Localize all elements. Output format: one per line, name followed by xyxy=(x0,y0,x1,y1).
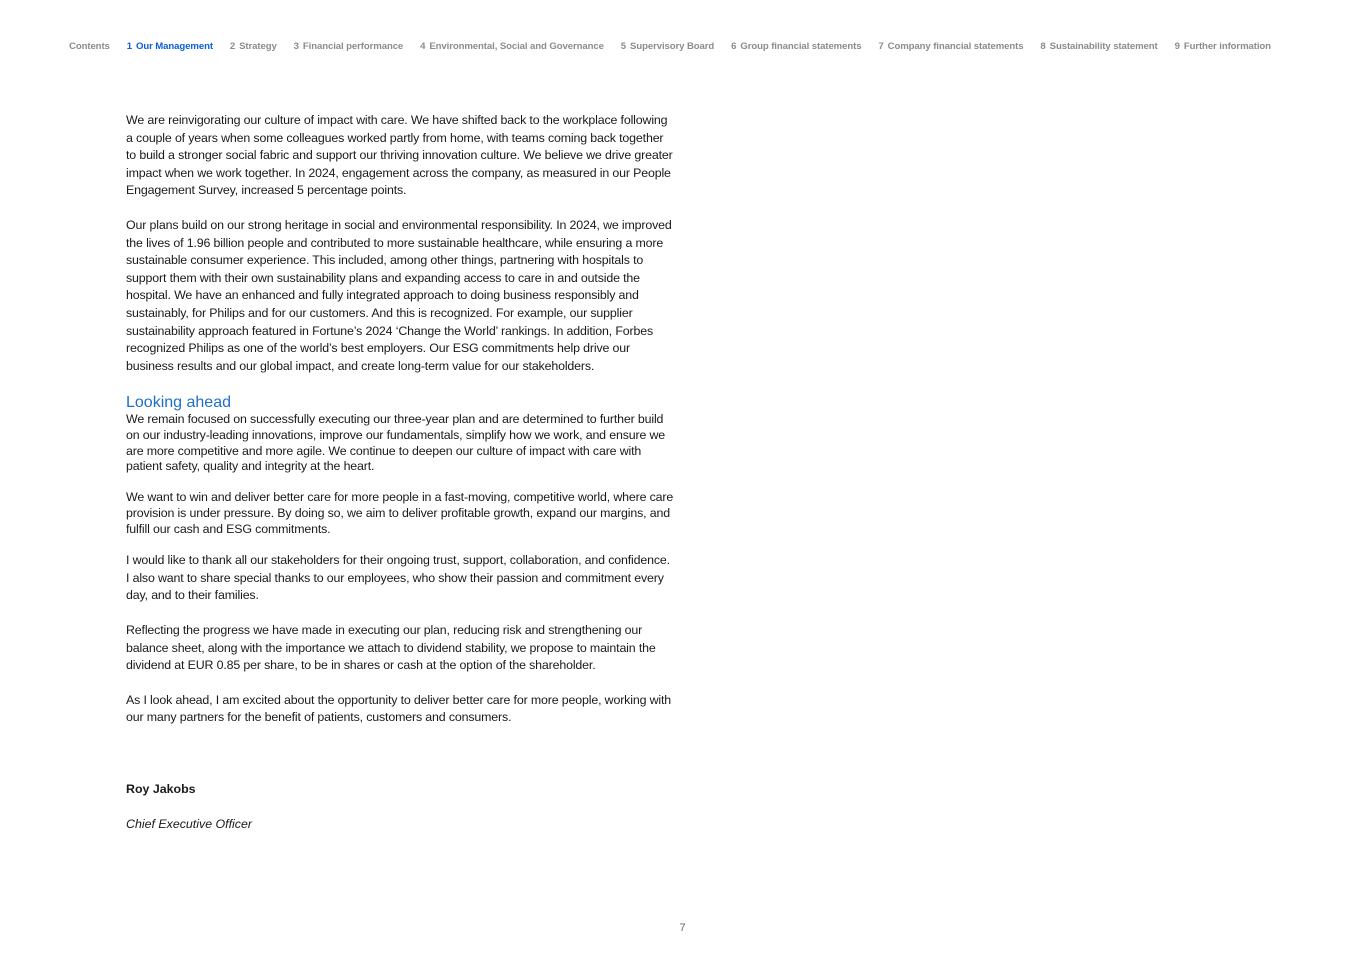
nav-supervisory-board[interactable] xyxy=(621,41,714,52)
nav-label: Strategy xyxy=(239,40,277,52)
nav-company-financial-statements[interactable] xyxy=(878,41,1023,52)
nav-number: 1 xyxy=(126,40,132,52)
nav-sustainability-statement[interactable] xyxy=(1040,41,1157,52)
nav-number: 6 xyxy=(731,40,737,52)
nav-esg[interactable] xyxy=(420,41,604,52)
paragraph-focus: We remain focused on successfully executing our three-year plan and are determined to further build on our industry-leading innovations, improve our fundamentals, simplify how we work, and ensure we are more competitive and more agile. We continue to deepen our culture of impact with care with patient safety, quality and integrity at the heart. xyxy=(126,412,666,474)
nav-number: 9 xyxy=(1174,40,1180,52)
nav-number: 8 xyxy=(1040,40,1046,52)
page-number: 7 xyxy=(679,922,686,934)
nav-number: 4 xyxy=(420,40,426,52)
nav-label: Our Management xyxy=(135,40,213,52)
paragraph-outlook: As I look ahead, I am excited about the opportunity to deliver better care for more people, working with our many partners for the benefit of patients, customers and consumers. xyxy=(126,692,672,725)
paragraph-culture: We are reinvigorating our culture of impact with care. We have shifted back to the workplace following a couple of years when some colleagues worked partly from home, with teams coming back together to build a stronger social fabric and support our thriving innovation culture. We believe we drive greater impact when we work together. In 2024, engagement across the company, as measured in our People Engagement Survey, increased 5 percentage points. xyxy=(126,113,673,198)
signature-title: Chief Executive Officer xyxy=(126,816,253,831)
nav-contents-label: Contents xyxy=(69,40,110,52)
top-navigation xyxy=(69,39,1271,53)
nav-number: 5 xyxy=(620,40,627,52)
nav-label: Financial performance xyxy=(302,40,404,52)
paragraph-heritage: Our plans build on our strong heritage in social and environmental responsibility. In 2024, we improved the lives of 1.96 billion people and contributed to more sustainable healthcare, while ensuring a more sustainable consumer experience. This included, among other things, partnering with hospitals to support them with their own sustainability plans and expanding access to care in and outside the hospital. We have an enhanced and fully integrated approach to doing business responsibly and sustainably, for Philips and for our customers. And this is recognized. For example, our supplier sustainability approach featured in Fortune’s 2024 ‘Change the World’ rankings. In addition, Forbes recognized Philips as one of the world’s best employers. Our ESG commitments help drive our business results and our global impact, and create long-term value for our stakeholders. xyxy=(126,217,672,373)
nav-number: 7 xyxy=(878,40,884,52)
nav-strategy[interactable] xyxy=(230,41,277,52)
signature-name: Roy Jakobs xyxy=(126,781,196,796)
nav-group-financial-statements[interactable] xyxy=(731,41,861,52)
paragraph-dividend: Reflecting the progress we have made in executing our plan, reducing risk and strengthening our balance sheet, along with the importance we attach to dividend stability, we propose to maintain the dividend at EUR 0.85 per share, to be in shares or cash at the option of the shareholder. xyxy=(126,623,656,673)
nav-label: Sustainability statement xyxy=(1049,40,1158,52)
nav-number: 2 xyxy=(229,40,236,52)
nav-our-management[interactable] xyxy=(127,41,213,52)
paragraph-thanks: I would like to thank all our stakeholders for their ongoing trust, support, collaboration, and confidence. I also want to share special thanks to our employees, who show their passion and commitment every day, and to their families. xyxy=(126,553,670,603)
nav-label: Company financial statements xyxy=(887,40,1024,52)
nav-contents[interactable] xyxy=(69,41,110,52)
letter-body xyxy=(126,112,674,833)
paragraph-win: We want to win and deliver better care for more people in a fast-moving, competitive world, where care provision is under pressure. By doing so, we aim to deliver profitable growth, expand our margins, and fulfill our cash and ESG commitments. xyxy=(126,490,674,536)
nav-label: Group financial statements xyxy=(740,40,862,52)
nav-label: Further information xyxy=(1183,40,1271,52)
nav-financial-performance[interactable] xyxy=(294,41,404,52)
nav-further-information[interactable] xyxy=(1175,41,1271,52)
nav-label: Supervisory Board xyxy=(630,40,715,52)
section-heading-looking-ahead: Looking ahead xyxy=(126,394,231,412)
nav-number: 3 xyxy=(293,40,299,52)
nav-label: Environmental, Social and Governance xyxy=(429,40,604,52)
